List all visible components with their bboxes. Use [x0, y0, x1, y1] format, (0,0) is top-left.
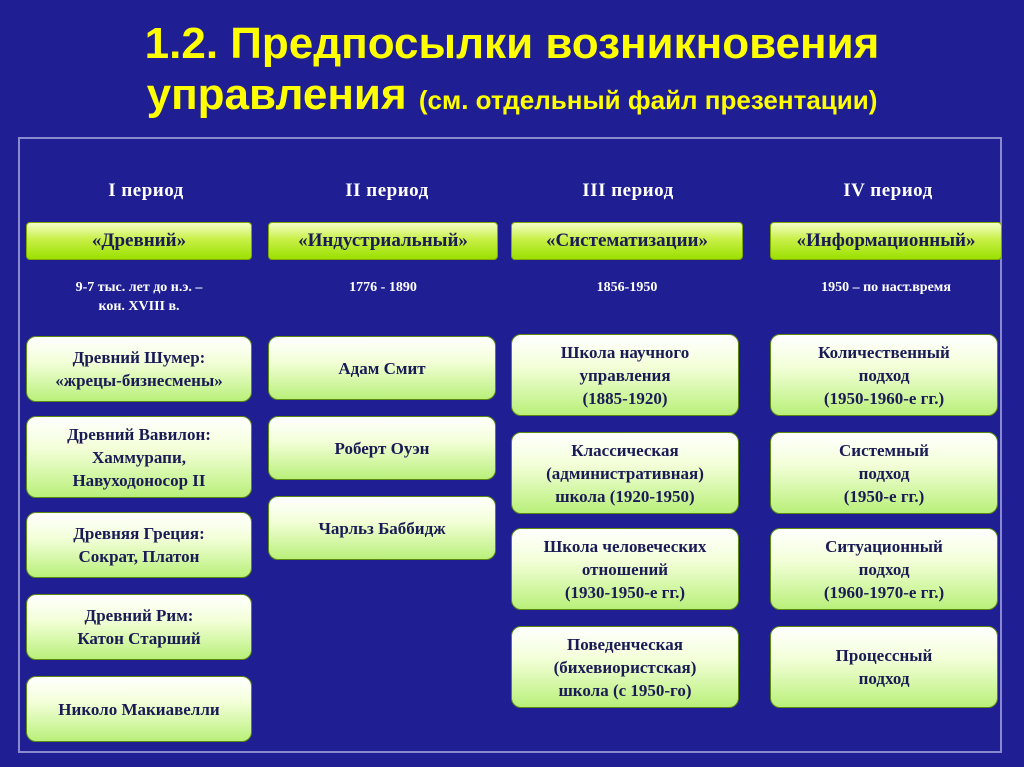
- period-4-item-2-text: Системный подход (1950-е гг.): [839, 440, 929, 506]
- period-4-item-2: [770, 432, 998, 514]
- period-4-item-4-text: Процессный подход: [835, 646, 933, 688]
- period-3-item-1: [511, 334, 739, 416]
- period-3-item-3-text: Школа человеческих отношений (1930-1950-е гг.): [543, 536, 707, 602]
- era-2-badge: [268, 222, 498, 260]
- period-1-item-2-text: Древний Вавилон: Хаммурапи, Навуходоносор II: [67, 424, 211, 490]
- period-1-dates: 9-7 тыс. лет до н.э. – кон. XVIII в.: [75, 280, 203, 314]
- period-2-item-2-text: Роберт Оуэн: [334, 438, 430, 458]
- period-3-dates: 1856-1950: [596, 280, 658, 295]
- period-2-item-3-text: Чарльз Баббидж: [318, 518, 446, 538]
- period-1-item-5: [26, 676, 252, 742]
- period-1-item-4-text: Древний Рим: Катон Старший: [77, 606, 201, 648]
- slide-title: [0, 18, 1024, 125]
- period-4-item-3-text: Ситуационный подход (1960-1970-е гг.): [823, 536, 945, 602]
- title-line-1: 1.2. Предпосылки возникновения: [144, 19, 880, 68]
- period-1-item-1: [26, 336, 252, 402]
- period-3-item-2-text: Классическая (административная) школа (1920-1950): [546, 440, 704, 506]
- period-2-item-1: [268, 336, 496, 400]
- period-4-item-4: [770, 626, 998, 708]
- era-4-badge: [770, 222, 1002, 260]
- period-3-item-1-text: Школа научного управления (1885-1920): [560, 342, 690, 408]
- period-1-item-5-text: Николо Макиавелли: [58, 699, 220, 719]
- period-1-item-4: [26, 594, 252, 660]
- period-3-item-2: [511, 432, 739, 514]
- era-4-text: «Информационный»: [796, 230, 976, 251]
- era-3-badge: [511, 222, 743, 260]
- era-1-badge: [26, 222, 252, 260]
- period-2-item-3: [268, 496, 496, 560]
- era-1-text: «Древний»: [91, 230, 187, 251]
- period-4-item-1: [770, 334, 998, 416]
- period-1-label: I период: [108, 180, 184, 201]
- period-3-item-4-text: Поведенческая (бихевиористская) школа (с 1950-го): [553, 634, 697, 700]
- period-4-item-1-text: Количественный подход (1950-1960-е гг.): [818, 342, 950, 408]
- period-4-label: IV период: [843, 180, 933, 201]
- period-3-label: III период: [582, 180, 674, 201]
- title-word: управления: [146, 70, 407, 119]
- title-line-2: [0, 70, 1024, 125]
- title-note: (см. отдельный файл презентации): [418, 85, 878, 115]
- period-2-label: II период: [345, 180, 429, 201]
- period-2-item-1-text: Адам Смит: [338, 358, 426, 378]
- period-2-dates: 1776 - 1890: [349, 280, 417, 295]
- period-1-item-3: [26, 512, 252, 578]
- era-2-text: «Индустриальный»: [298, 230, 468, 251]
- period-1-item-3-text: Древняя Греция: Сократ, Платон: [73, 524, 205, 566]
- period-2-item-2: [268, 416, 496, 480]
- period-3-item-3: [511, 528, 739, 610]
- era-3-text: «Систематизации»: [546, 230, 708, 251]
- period-3-item-4: [511, 626, 739, 708]
- period-1-item-2: [26, 416, 252, 498]
- period-4-item-3: [770, 528, 998, 610]
- period-1-item-1-text: Древний Шумер: «жрецы-бизнесмены»: [55, 348, 223, 390]
- period-4-dates: 1950 – по наст.время: [821, 280, 951, 295]
